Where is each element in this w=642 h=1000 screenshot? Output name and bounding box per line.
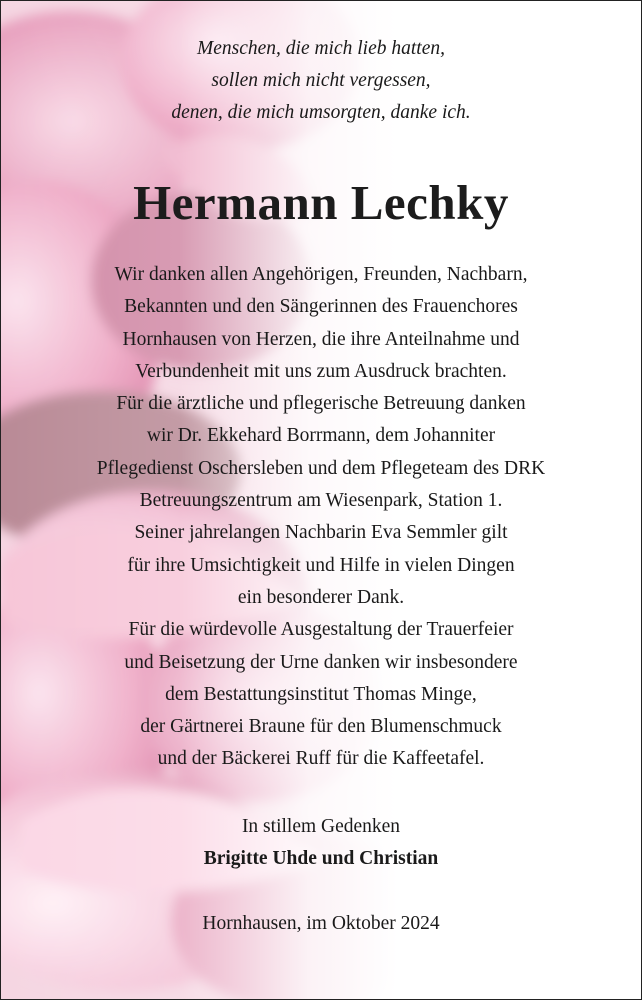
thanks-line: dem Bestattungsinstitut Thomas Minge, [165,683,477,705]
motto-verse [1,33,641,129]
thanks-line: und Beisetzung der Urne danken wir insbesondere [124,651,518,673]
closing-phrase: In stillem Gedenken [241,815,401,837]
motto-line: Menschen, die mich lieb hatten, [196,38,445,59]
thanks-line: der Gärtnerei Braune für den Blumenschmuck [140,716,502,738]
closing-block [1,811,641,875]
thanks-line: Betreuungszentrum am Wiesenpark, Station 1. [139,490,503,512]
obituary-content [1,33,641,940]
thanks-line: Bekannten und den Sängerinnen des Frauenchores [124,296,518,318]
thanks-line: Seiner jahrelangen Nachbarin Eva Semmler gilt [134,522,508,544]
thanks-line: Für die ärztliche und pflegerische Betreuung danken [116,393,526,415]
thanks-line: wir Dr. Ekkehard Borrmann, dem Johanniter [146,425,496,447]
thanks-line: Pflegedienst Oschersleben und dem Pflegeteam des DRK [96,457,546,479]
thanks-line: Für die würdevolle Ausgestaltung der Trauerfeier [128,619,514,641]
motto-line: sollen mich nicht vergessen, [211,70,431,91]
thanks-line: Verbundenheit mit uns zum Ausdruck brachten. [135,360,507,382]
thanks-line: Hornhausen von Herzen, die ihre Anteilnahme und [122,328,520,350]
thanks-line: für ihre Umsichtigkeit und Hilfe in vielen Dingen [127,554,515,576]
thanks-line: Wir danken allen Angehörigen, Freunden, Nachbarn, [114,264,528,285]
thanks-line: ein besonderer Dank. [237,586,405,608]
thanks-text [1,259,641,776]
signers: Brigitte Uhde und Christian [203,847,439,869]
thanks-line: und der Bäckerei Ruff für die Kaffeetafel. [157,748,485,770]
deceased-name: Hermann Lechky [133,175,509,230]
motto-line: denen, die mich umsorgten, danke ich. [171,102,471,123]
place-date: Hornhausen, im Oktober 2024 [202,912,440,934]
